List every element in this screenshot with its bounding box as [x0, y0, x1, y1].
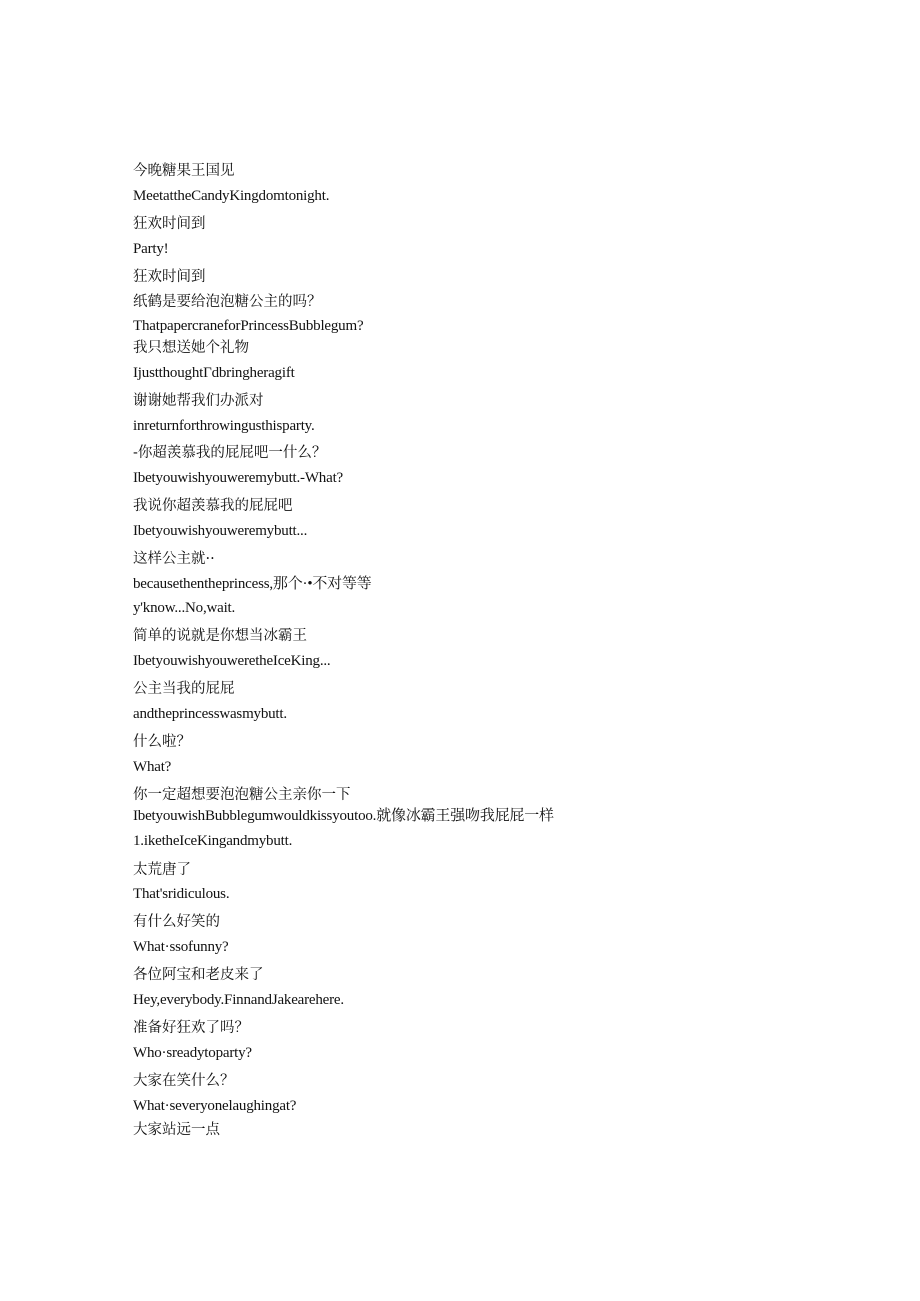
subtitle-line-en: andtheprincesswasmybutt. [133, 706, 287, 722]
subtitle-line-en: What? [133, 759, 172, 775]
subtitle-line-en: That'sridiculous. [133, 886, 230, 902]
subtitle-line-en: 1.iketheIceKingandmybutt. [133, 833, 293, 849]
subtitle-line-zh: 今晚糖果王国见 [133, 163, 235, 179]
subtitle-line-zh: 谢谢她帮我们办派对 [133, 393, 264, 409]
subtitle-line-zh: -你超羡慕我的屁屁吧一什么？ [133, 445, 327, 461]
subtitle-line-zh: 你一定超想要泡泡糖公主亲你一下 [133, 787, 351, 803]
subtitle-line-zh: 我只想送她个礼物 [133, 340, 249, 356]
subtitle-line-zh: 纸鹤是要给泡泡糖公主的吗？ [133, 294, 322, 310]
subtitle-line-zh: 简单的说就是你想当冰霸王 [133, 628, 307, 644]
subtitle-line-zh: 大家在笑什么？ [133, 1073, 235, 1089]
subtitle-line-en: Hey,everybody.FinnandJakearehere. [133, 992, 344, 1008]
subtitle-line-zh: 准备好狂欢了吗？ [133, 1020, 249, 1036]
subtitle-line-en: Ibetyouwishyouweremybutt.-What? [133, 470, 343, 486]
subtitle-line-en: inreturnforthrowingusthisparty. [133, 418, 315, 434]
subtitle-line-zh: 这样公主就·· [133, 551, 215, 567]
subtitle-line-en: IbetyouwishBubblegumwouldkissyoutoo.就像冰霸王强吻我屁屁一样 [133, 808, 554, 824]
subtitle-line-zh: 大家站远一点 [133, 1122, 220, 1138]
subtitle-line-en: MeetattheCandyKingdomtonight. [133, 188, 330, 204]
subtitle-line-en: Ibetyouwishyouweremybutt... [133, 523, 308, 539]
subtitle-line-zh: 什么啦？ [133, 734, 191, 750]
subtitle-line-en: What·severyonelaughingat? [133, 1098, 297, 1114]
subtitle-line-en: IjustthoughtΓdbringheragift [133, 365, 295, 381]
subtitle-line-zh: 各位阿宝和老皮来了 [133, 967, 264, 983]
subtitle-line-zh: 有什么好笑的 [133, 914, 220, 930]
subtitle-line-en: Who·sreadytoparty? [133, 1045, 252, 1061]
subtitle-line-en: becausethentheprincess,那个·•不对等等 [133, 576, 372, 592]
subtitle-line-en: ThatpapercraneforPrincessBubblegum? [133, 318, 364, 334]
subtitle-line-zh: 狂欢时间到 [133, 269, 206, 285]
subtitle-line-zh: 我说你超羡慕我的屁屁吧 [133, 498, 293, 514]
subtitle-line-en: y'know...No,wait. [133, 600, 236, 616]
subtitle-line-en: Party! [133, 241, 169, 257]
subtitle-line-en: What·ssofunny? [133, 939, 229, 955]
subtitle-line-zh: 狂欢时间到 [133, 216, 206, 232]
subtitle-line-zh: 公主当我的屁屁 [133, 681, 235, 697]
subtitle-line-zh: 太荒唐了 [133, 862, 191, 878]
subtitle-line-en: IbetyouwishyouweretheIceKing... [133, 653, 331, 669]
